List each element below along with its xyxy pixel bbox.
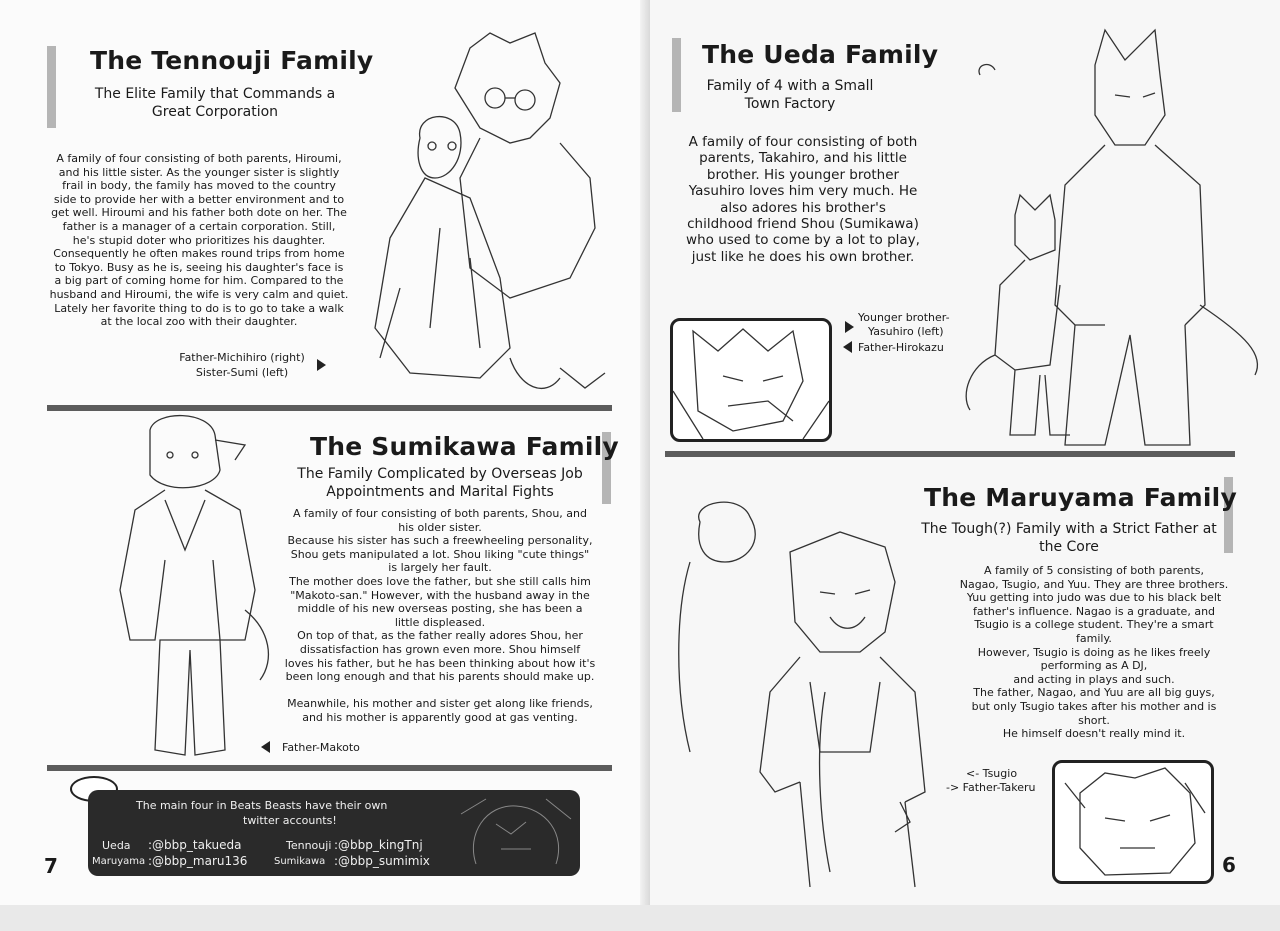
page-number-left: 7 — [44, 854, 58, 878]
body-line: he's stupid doter who prioritizes his daughter. — [72, 233, 326, 247]
body-line: Because his sister has such a freewheeling personality, — [287, 534, 593, 548]
section-accent-bar — [47, 46, 56, 128]
body-line: husband and Hiroumi, the wife is very calm and quiet. — [49, 287, 349, 301]
sumikawa-illustration — [95, 410, 285, 770]
caption-arrow-right-icon — [317, 359, 326, 371]
body-line: Yuu getting into judo was due to his black belt — [966, 591, 1222, 605]
section-accent-bar — [672, 38, 681, 112]
body-line: A family of four consisting of both parents, Hiroumi, — [56, 152, 342, 165]
body-line: Yasuhiro loves him very much. He — [688, 183, 918, 200]
twitter-accounts-box — [88, 790, 580, 876]
body-line: father's influence. Nagao is a graduate, and — [972, 604, 1216, 618]
body-line: The father, Nagao, and Yuu are all big guys, — [973, 686, 1215, 700]
body-line: middle of his new overseas posting, she has been a — [297, 602, 583, 616]
tennouji-subtitle-line1: The Elite Family that Commands a — [94, 86, 336, 102]
body-line: and his mother is apparently good at gas venting. — [302, 710, 578, 724]
tennouji-caption-father: Father-Michihiro (right) — [179, 351, 305, 364]
left-page — [0, 0, 645, 905]
sumikawa-twitter-handle[interactable]: :@bbp_sumimix — [334, 854, 430, 868]
body-line: his older sister. — [398, 520, 482, 534]
ueda-title: The Ueda Family — [702, 40, 939, 69]
right-page — [650, 0, 1280, 905]
body-line: to Tokyo. Busy as he is, seeing his daughter's face is — [54, 260, 344, 274]
body-line: frail in body, the family has moved to the country — [62, 179, 336, 193]
maruyama-caption-tsugio: <- Tsugio — [966, 767, 1018, 780]
body-line: been long enough and that his parents should make up. — [285, 670, 595, 684]
maruyama-label: Maruyama — [92, 856, 146, 867]
body-line: childhood friend Shou (Sumikawa) — [687, 216, 919, 233]
twitter-box-sketch — [456, 794, 574, 872]
ueda-illustration — [955, 25, 1275, 450]
maruyama-illustration — [670, 492, 965, 892]
maruyama-twitter-handle[interactable]: :@bbp_maru136 — [148, 854, 248, 868]
body-line: who used to come by a lot to play, — [686, 232, 920, 249]
caption-arrow-left-icon — [261, 741, 270, 753]
twitter-heading-line1: The main four in Beats Beasts have their own — [136, 799, 388, 812]
tennouji-body-text — [40, 152, 358, 329]
body-line: get well. Hiroumi and his father both dote on her. The — [51, 206, 347, 220]
body-line: dissatisfaction has grown even more. Shou himself — [299, 642, 581, 656]
body-line: Tsugio is a college student. They're a smart — [974, 618, 1214, 632]
body-line: Lately her favorite thing to do is to go to take a walk — [54, 301, 344, 315]
body-line: A family of four consisting of both — [688, 134, 918, 150]
body-line: short. — [1078, 713, 1110, 727]
body-line: The mother does love the father, but she still calls him — [289, 574, 591, 588]
maruyama-caption-father: -> Father-Takeru — [946, 781, 1036, 794]
body-line: Meanwhile, his mother and sister get along like friends, — [287, 697, 593, 711]
body-line: loves his father, but he has been thinking about how it's — [284, 656, 596, 670]
sumikawa-subtitle-line1: The Family Complicated by Overseas Job — [297, 466, 583, 482]
sumikawa-title: The Sumikawa Family — [310, 432, 619, 461]
body-line: and acting in plays and such. — [1013, 672, 1175, 686]
maruyama-body-text — [946, 564, 1242, 741]
page-number-right: 6 — [1222, 853, 1236, 877]
body-line: is largely her fault. — [388, 561, 492, 575]
section-divider — [665, 451, 1235, 457]
body-line: but only Tsugio takes after his mother and is — [971, 699, 1217, 713]
ueda-father-closeup-panel — [670, 318, 832, 442]
body-line: side to provide her with a better environment and to — [53, 192, 345, 206]
tennouji-subtitle-line2: Great Corporation — [151, 104, 279, 120]
body-line: little displeased. — [394, 615, 486, 629]
body-line — [282, 684, 598, 698]
ueda-body-text — [678, 134, 928, 265]
body-line: performing as A DJ, — [1040, 659, 1148, 673]
tennouji-caption-sister: Sister-Sumi (left) — [195, 366, 289, 379]
maruyama-subtitle-line1: The Tough(?) Family with a Strict Father at — [921, 521, 1217, 537]
body-line: at the local zoo with their daughter. — [100, 315, 298, 329]
twitter-heading-line2: twitter accounts! — [243, 814, 337, 827]
body-line: On top of that, as the father really adores Shou, her — [297, 629, 583, 643]
ueda-caption-brother-line1: Younger brother- — [858, 311, 950, 324]
maruyama-father-closeup-panel — [1052, 760, 1214, 884]
ueda-caption-father: Father-Hirokazu — [858, 341, 944, 354]
maruyama-subtitle-line2: the Core — [1039, 539, 1099, 555]
body-line: a big part of coming home for him. Compared to the — [54, 274, 344, 288]
body-line: parents, Takahiro, and his little — [699, 150, 907, 167]
body-line: However, Tsugio is doing as he likes freely — [977, 645, 1211, 659]
ueda-subtitle-line2: Town Factory — [744, 96, 836, 112]
tennouji-title: The Tennouji Family — [90, 46, 374, 75]
ueda-caption-brother-line2: Yasuhiro (left) — [868, 325, 944, 338]
body-line: Shou gets manipulated a lot. Shou liking "cute things" — [290, 547, 590, 561]
tennouji-illustration — [360, 28, 610, 403]
body-line: just like he does his own brother. — [691, 248, 915, 265]
body-line: family. — [1076, 631, 1112, 645]
body-line: He himself doesn't really mind it. — [1002, 727, 1186, 741]
caption-arrow-right-icon — [845, 321, 854, 333]
body-line: father is a manager of a certain corporation. Still, — [62, 219, 336, 233]
body-line: Consequently he often makes round trips from home — [53, 247, 345, 261]
section-divider — [47, 765, 612, 771]
maruyama-title: The Maruyama Family — [924, 483, 1237, 512]
body-line: "Makoto-san." However, with the husband away in the — [290, 588, 590, 602]
tennouji-twitter-handle[interactable]: :@bbp_kingTnj — [334, 838, 423, 852]
ueda-twitter-handle[interactable]: :@bbp_takueda — [148, 838, 242, 852]
sumikawa-caption-father: Father-Makoto — [282, 741, 360, 754]
body-line: A family of four consisting of both parents, Shou, and — [293, 507, 587, 520]
tennouji-label: Tennouji — [286, 839, 332, 852]
caption-arrow-left-icon — [843, 341, 852, 353]
body-line: brother. His younger brother — [706, 166, 900, 183]
sumikawa-subtitle-line2: Appointments and Marital Fights — [326, 484, 554, 500]
body-line: also adores his brother's — [720, 199, 886, 216]
body-line: Nagao, Tsugio, and Yuu. They are three brothers. — [959, 577, 1229, 591]
ueda-subtitle-line1: Family of 4 with a Small — [706, 78, 874, 94]
body-line: and his little sister. As the younger sister is slightly — [58, 165, 340, 179]
sumikawa-label: Sumikawa — [274, 856, 326, 867]
body-line: A family of 5 consisting of both parents, — [983, 564, 1205, 577]
sumikawa-body-text — [282, 507, 598, 725]
ueda-label: Ueda — [102, 839, 131, 852]
